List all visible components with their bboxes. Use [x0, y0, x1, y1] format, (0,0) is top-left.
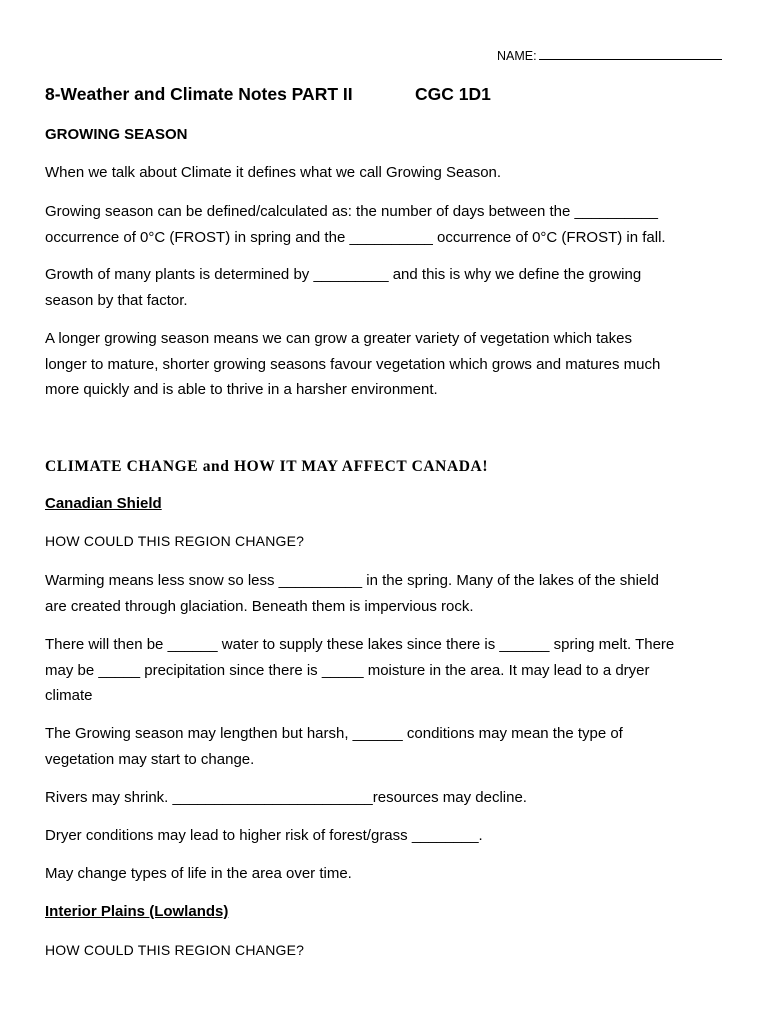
text-line: more quickly and is able to thrive in a harsher environment.: [45, 381, 438, 398]
name-blank-line: [539, 47, 722, 60]
shield-paragraph-1: [45, 568, 725, 619]
text-line: There will then be ______ water to supply these lakes since there is ______ spring melt. There: [45, 636, 675, 653]
growing-paragraph-2: [45, 199, 725, 250]
text-line: vegetation may start to change.: [45, 750, 255, 768]
text-line: season by that factor.: [45, 291, 188, 309]
text-line: Growth of many plants is determined by _________ and this is why we define the growing: [45, 266, 642, 283]
growing-paragraph-4: [45, 326, 725, 403]
growing-paragraph-1: [45, 160, 725, 186]
text-line: climate: [45, 687, 93, 704]
text-line: Rivers may shrink. ________________________resources may decline.: [45, 789, 527, 806]
text-line: May change types of life in the area over time.: [45, 865, 352, 882]
text-line: The Growing season may lengthen but harsh, ______ conditions may mean the type of: [45, 725, 623, 742]
text-line: are created through glaciation. Beneath them is impervious rock.: [45, 597, 474, 615]
text-line: Warming means less snow so less __________ in the spring. Many of the lakes of the shield: [45, 572, 659, 589]
shield-paragraph-2: [45, 632, 725, 709]
name-field: [497, 47, 722, 63]
page-title-row: [45, 84, 491, 105]
text-line: Growing season can be defined/calculated as: the number of days between the __________: [45, 203, 658, 220]
page-title: 8-Weather and Climate Notes PART II: [45, 84, 353, 104]
course-code: CGC 1D1: [415, 84, 491, 104]
growing-paragraph-3: [45, 262, 725, 313]
text-line: occurrence of 0°C (FROST) in spring and the __________ occurrence of 0°C (FROST) in fall.: [45, 228, 666, 246]
shield-question: HOW COULD THIS REGION CHANGE?: [45, 533, 305, 549]
plains-question: HOW COULD THIS REGION CHANGE?: [45, 942, 305, 958]
climate-change-heading: CLIMATE CHANGE and HOW IT MAY AFFECT CANADA!: [45, 458, 489, 475]
interior-plains-heading: Interior Plains (Lowlands): [45, 903, 229, 920]
canadian-shield-heading: Canadian Shield: [45, 495, 162, 512]
shield-paragraph-3: [45, 721, 725, 772]
text-line: A longer growing season means we can grow a greater variety of vegetation which takes: [45, 330, 632, 347]
growing-season-heading: GROWING SEASON: [45, 126, 188, 143]
shield-paragraph-4: [45, 785, 725, 811]
text-line: longer to mature, shorter growing seasons favour vegetation which grows and matures much: [45, 355, 661, 373]
name-label: NAME:: [497, 49, 537, 63]
text-line: When we talk about Climate it defines what we call Growing Season.: [45, 164, 502, 181]
text-line: may be _____ precipitation since there is _____ moisture in the area. It may lead to a dryer: [45, 661, 650, 679]
shield-paragraph-5: [45, 823, 725, 849]
text-line: Dryer conditions may lead to higher risk of forest/grass ________.: [45, 827, 483, 844]
shield-paragraph-6: [45, 861, 725, 887]
